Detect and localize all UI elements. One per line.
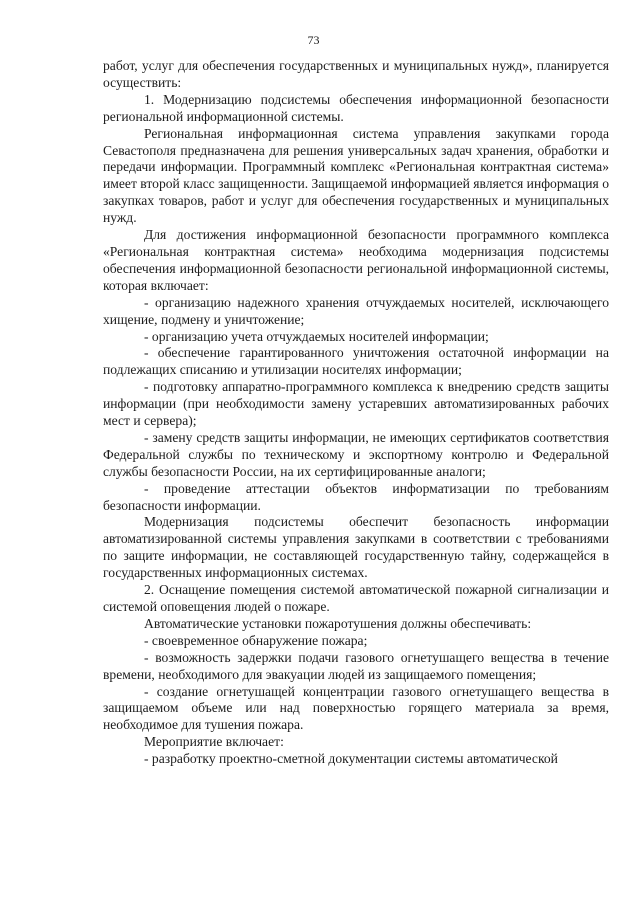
- paragraph-item-2-fire-alarm: 2. Оснащение помещения системой автоматической пожарной сигнализации и системой оповещения людей о пожаре.: [103, 582, 609, 614]
- list-item-detection: - своевременное обнаружение пожара;: [144, 632, 368, 648]
- paragraph-fire-requirements: Автоматические установки пожаротушения должны обеспечивать:: [144, 615, 532, 631]
- paragraph-item-1-modernization: 1. Модернизацию подсистемы обеспечения информационной безопасности региональной информационной системы.: [103, 91, 609, 124]
- list-item-delay: - возможность задержки подачи газового огнетушащего вещества в течение времени, необходимого для эвакуации людей из защищаемого помещения;: [103, 649, 609, 682]
- paragraph-continuation: работ, услуг для обеспечения государственных и муниципальных нужд», планируется осуществить:: [103, 58, 609, 90]
- list-item-storage: - организацию надежного хранения отчуждаемых носителей, исключающего хищение, подмену и уничтожение;: [103, 294, 609, 327]
- document-body: [103, 58, 609, 768]
- list-item-replacement: - замену средств защиты информации, не имеющих сертификатов соответствия Федеральной службы по техническому и экспортному контролю и Федеральной службы безопасности России, на их сертифицированные аналоги;: [103, 429, 609, 479]
- list-item-attestation: - проведение аттестации объектов информатизации по требованиям безопасности информации.: [103, 480, 609, 513]
- list-item-concentration: - создание огнетушащей концентрации газового огнетушащего вещества в защищаемом объеме или над поверхностью горящего материала за время, необходимое для тушения пожара.: [103, 683, 609, 733]
- paragraph-system-description: Региональная информационная система управления закупками города Севастополя предназначена для решения универсальных задач хранения, обработки и передачи информации. Программный комплекс «Региональная контрактная система» имеет второй класс защищенности. Защищаемой информацией является информация о закупках товаров, работ и услуг для обеспечения государственных и муниципальных нужд.: [103, 125, 609, 226]
- page-number: 73: [307, 33, 320, 47]
- paragraph-modernization-result: Модернизация подсистемы обеспечит безопасность информации автоматизированной системы управления закупками в соответствии с требованиями по защите информации, не составляющей государственную тайну, содержащейся в государственных информационных системах.: [103, 514, 609, 581]
- list-item-design-docs: - разработку проектно-сметной документации системы автоматической: [144, 751, 558, 767]
- paragraph-modernization-needed: Для достижения информационной безопасности программного комплекса «Региональная контрактная система» необходима модернизация подсистемы обеспечения информационной безопасности региональной информационной системы, которая включает:: [103, 227, 609, 293]
- paragraph-measure-includes: Мероприятие включает:: [144, 734, 284, 750]
- list-item-accounting: - организацию учета отчуждаемых носителей информации;: [144, 328, 489, 344]
- list-item-destruction: - обеспечение гарантированного уничтожения остаточной информации на подлежащих списанию и утилизации носителях информации;: [103, 345, 609, 378]
- list-item-preparation: - подготовку аппаратно-программного комплекса к внедрению средств защиты информации (при необходимости замену устаревших автоматизированных рабочих мест и сервера);: [103, 379, 609, 429]
